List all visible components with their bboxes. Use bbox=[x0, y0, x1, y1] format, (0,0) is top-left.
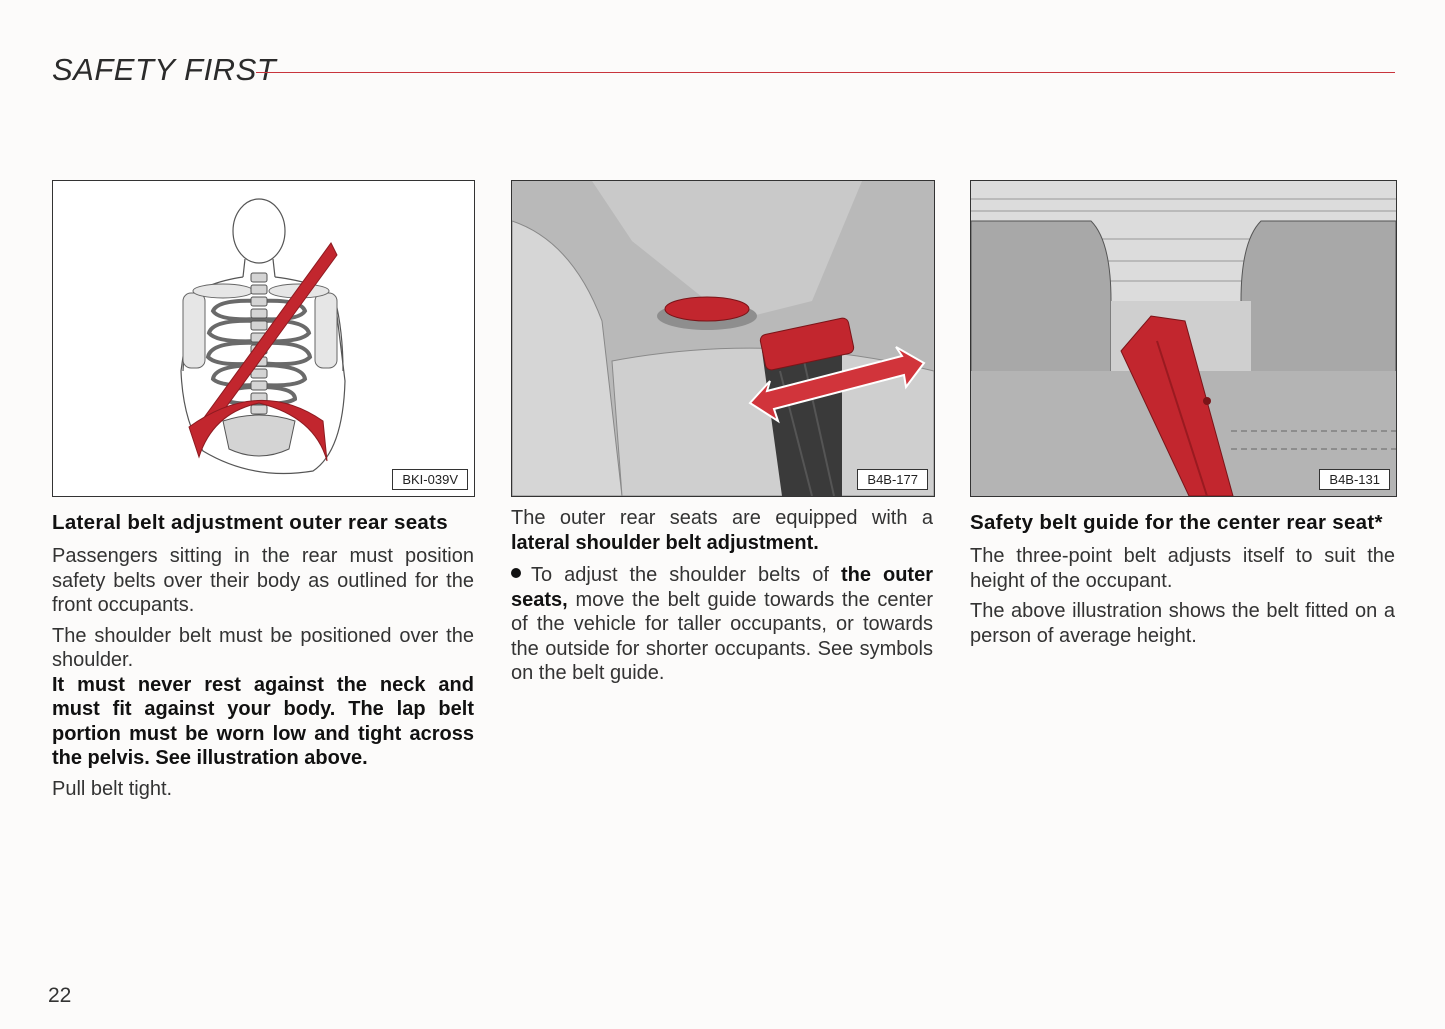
figure-code: BKI-039V bbox=[392, 469, 468, 490]
header-rule bbox=[256, 72, 1395, 73]
skeleton-illustration bbox=[53, 181, 474, 496]
section-title: SAFETY FIRST bbox=[52, 52, 277, 87]
intro-paragraph bbox=[511, 506, 933, 555]
bullet-text: To adjust the shoulder belts of bbox=[531, 564, 829, 586]
warning-text: It must never rest against the neck and must fit against your body. The lap belt portion must be worn low and tight across the pelvis. See illustration above. bbox=[52, 673, 474, 769]
page-number: 22 bbox=[48, 984, 72, 1007]
bullet-icon bbox=[511, 568, 521, 578]
bullet-paragraph bbox=[511, 563, 933, 686]
paragraph: The shoulder belt must be positioned over the shoulder. bbox=[52, 624, 474, 671]
belt-adjuster-illustration bbox=[512, 181, 934, 496]
figure-code: B4B-131 bbox=[1319, 469, 1390, 490]
bullet-bold-text: the outer seats, bbox=[511, 564, 933, 611]
paragraph: Passengers sitting in the rear must position safety belts over their body as outlined for the front occupants. bbox=[52, 545, 474, 616]
section-heading: Lateral belt adjustment outer rear seats bbox=[52, 511, 448, 534]
column-lateral-adjustment bbox=[52, 510, 474, 807]
figure-center-belt-guide bbox=[970, 180, 1397, 497]
bullet-text-rest: move the belt guide towards the center of the vehicle for taller occupants, or towards the outside for shorter occupants. See symbols on the belt guide. bbox=[511, 588, 933, 684]
column-center-seat bbox=[970, 510, 1395, 654]
figure-code: B4B-177 bbox=[857, 469, 928, 490]
paragraph: Pull belt tight. bbox=[52, 777, 173, 800]
intro-text: The outer rear seats are equipped with a bbox=[511, 507, 933, 529]
column-outer-seats bbox=[511, 506, 933, 692]
section-heading: Safety belt guide for the center rear seat* bbox=[970, 511, 1383, 534]
intro-bold-text: lateral shoulder belt adjustment. bbox=[511, 531, 819, 554]
paragraph: The three-point belt adjusts itself to suit the height of the occupant. bbox=[970, 545, 1395, 592]
figure-belt-adjuster bbox=[511, 180, 935, 497]
paragraph: The above illustration shows the belt fitted on a person of average height. bbox=[970, 600, 1395, 647]
center-belt-illustration bbox=[971, 181, 1396, 496]
figure-belt-skeleton bbox=[52, 180, 475, 497]
